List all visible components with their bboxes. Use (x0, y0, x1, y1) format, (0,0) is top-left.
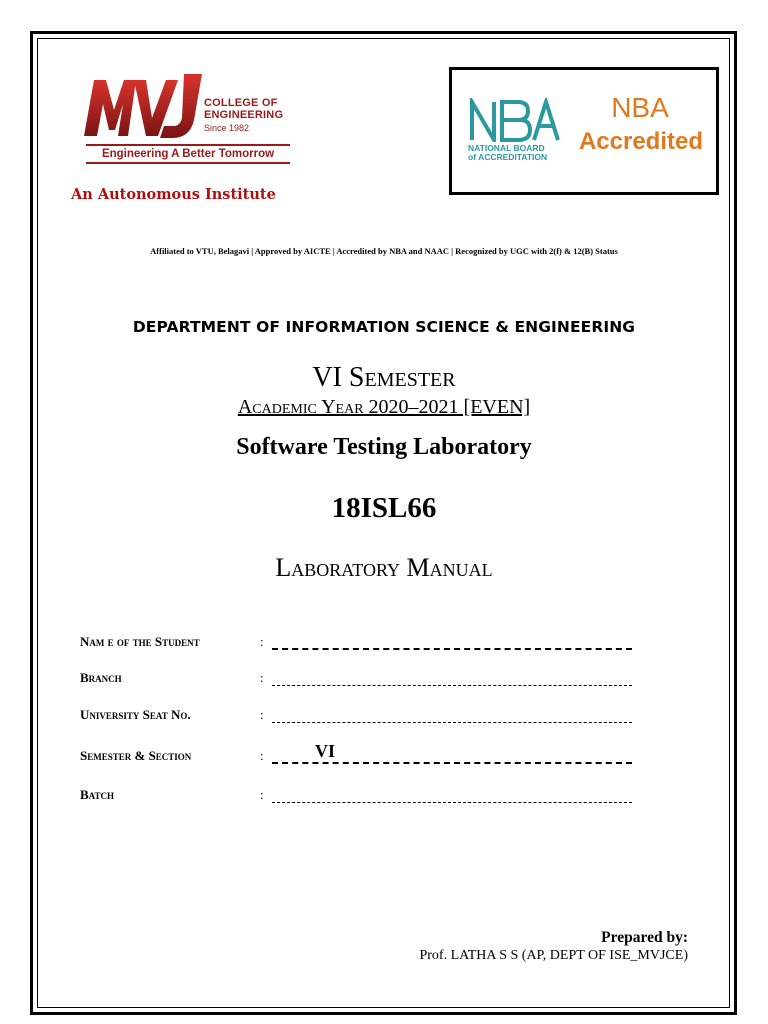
batch-label: Batch (80, 787, 115, 802)
usn-field[interactable] (272, 721, 632, 723)
semester-section-value: VI (315, 741, 336, 761)
mvj-college-logo (80, 70, 295, 170)
nba-accredited-logo (449, 67, 719, 195)
branch-field[interactable] (272, 684, 632, 686)
academic-year: Academic Year 2020–2021 [EVEN] (237, 396, 531, 418)
prepared-by-label: Prepared by: (601, 929, 688, 946)
mvj-letters-icon (80, 70, 205, 140)
colon: : (260, 634, 264, 649)
course-title: Software Testing Laboratory (236, 434, 532, 460)
colon: : (260, 707, 264, 722)
logo-tagline: Engineering A Better Tomorrow (86, 144, 290, 164)
colon: : (260, 787, 264, 802)
usn-label: University Seat No. (80, 707, 191, 722)
student-name-row (80, 630, 640, 652)
semester-section-label: Semester & Section (80, 748, 192, 763)
student-name-field[interactable] (272, 647, 632, 650)
since-text: Since 1982 (204, 123, 250, 133)
nba-title: NBA (611, 92, 669, 123)
branch-label: Branch (80, 670, 122, 685)
college-of-engineering-text: COLLEGE OF ENGINEERING (204, 97, 284, 121)
semester-section-row (80, 741, 640, 766)
nba-mark-icon (468, 98, 560, 142)
affiliation-line: Affiliated to VTU, Belagavi | Approved by AICTE | Accredited by NBA and NAAC | Recognized by UGC with 2(f) & 12(B) Status (150, 246, 618, 256)
batch-row (80, 783, 640, 805)
student-name-label: Nam e of the Student (80, 634, 200, 649)
branch-row (80, 666, 640, 688)
course-code: 18ISL66 (331, 492, 437, 524)
national-board-text: NATIONAL BOARD of ACCREDITATION (468, 143, 548, 162)
semester-heading: VI Semester (312, 362, 456, 393)
nba-accredited-text: Accredited (578, 128, 704, 155)
colon: : (260, 748, 264, 763)
autonomous-institute-label: An Autonomous Institute (71, 186, 276, 203)
document-type: Laboratory Manual (275, 553, 493, 582)
department-heading: DEPARTMENT OF INFORMATION SCIENCE & ENGINEERING (132, 318, 636, 336)
author-name: Prof. LATHA S S (AP, DEPT OF ISE_MVJCE) (419, 948, 688, 963)
colon: : (260, 670, 264, 685)
usn-row (80, 703, 640, 725)
batch-field[interactable] (272, 801, 632, 803)
